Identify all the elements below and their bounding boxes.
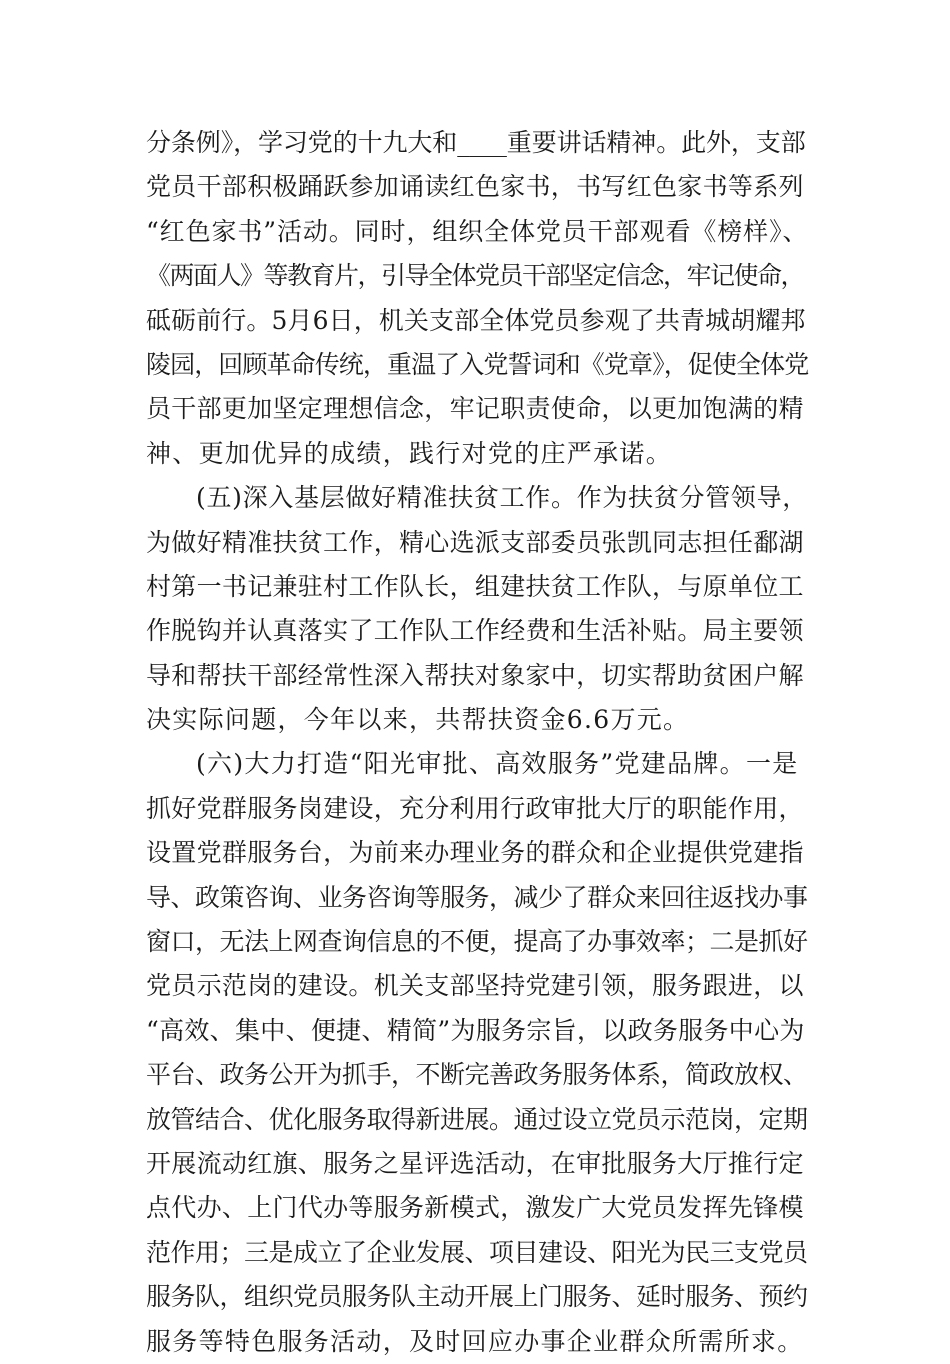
paragraph-heading-five: (五)深入基层做好精准扶贫工作。作为扶贫分管领导， xyxy=(196,483,809,513)
text-line: 平台、政务公开为抓手，不断完善政务服务体系，简政放权、 xyxy=(146,1060,808,1090)
text-line: 作脱钩并认真落实了工作队工作经费和生活补贴。局主要领 xyxy=(146,616,804,646)
text-line: 导和帮扶干部经常性深入帮扶对象家中，切实帮助贫困户解 xyxy=(146,660,804,690)
text-line: 导、政策咨询、业务咨询等服务，减少了群众来回往返找办事 xyxy=(146,882,808,912)
text-line: 服务等特色服务活动，及时回应办事企业群众所需所求。 xyxy=(146,1326,804,1356)
text-line: 《两面人》等教育片，引导全体党员干部坚定信念，牢记使命， xyxy=(146,261,805,291)
text-line: 为做好精准扶贫工作，精心选派支部委员张凯同志担任鄱湖 xyxy=(146,527,804,557)
text-line: 神、更加优异的成绩，践行对党的庄严承诺。 xyxy=(146,438,673,468)
text-line: 点代办、上门代办等服务新模式，激发广大党员发挥先锋模 xyxy=(146,1193,804,1223)
text-line: 砥砺前行。5月6日，机关支部全体党员参观了共青城胡耀邦 xyxy=(146,305,806,335)
text-line: “红色家书”活动。同时，组织全体党员干部观看《榜样》、 xyxy=(146,216,809,246)
paragraph-heading-six: (六)大力打造“阳光审批、高效服务”党建品牌。一是 xyxy=(196,749,799,779)
text-line: 服务队，组织党员服务队主动开展上门服务、延时服务、预约 xyxy=(146,1282,808,1312)
text-line: 放管结合、优化服务取得新进展。通过设立党员示范岗，定期 xyxy=(146,1104,808,1134)
text-line: 陵园，回顾革命传统，重温了入党誓词和《党章》，促使全体党 xyxy=(146,349,809,379)
text-line: 设置党群服务台，为前来办理业务的群众和企业提供党建指 xyxy=(146,838,804,868)
text-line: 决实际问题，今年以来，共帮扶资金6.6万元。 xyxy=(146,705,690,735)
text-line: 党员干部积极踊跃参加诵读红色家书，书写红色家书等系列 xyxy=(146,172,804,202)
text-line: 开展流动红旗、服务之星评选活动，在审批服务大厅推行定 xyxy=(146,1148,804,1178)
text-line: 抓好党群服务岗建设，充分利用行政审批大厅的职能作用， xyxy=(146,793,804,823)
text-line: “高效、集中、便捷、精简”为服务宗旨，以政务服务中心为 xyxy=(146,1015,805,1045)
body-text xyxy=(146,121,808,1364)
text-line: 村第一书记兼驻村工作队长，组建扶贫工作队，与原单位工 xyxy=(146,571,804,601)
text-line: 员干部更加坚定理想信念，牢记职责使命，以更加饱满的精 xyxy=(146,394,804,424)
text-line: 范作用；三是成立了企业发展、项目建设、阳光为民三支党员 xyxy=(146,1237,808,1267)
text-line: 党员示范岗的建设。机关支部坚持党建引领，服务跟进，以 xyxy=(146,971,804,1001)
text-line: 窗口，无法上网查询信息的不便，提高了办事效率；二是抓好 xyxy=(146,927,808,957)
text-line: 分条例》，学习党的十九大和____重要讲话精神。此外，支部 xyxy=(146,128,806,157)
